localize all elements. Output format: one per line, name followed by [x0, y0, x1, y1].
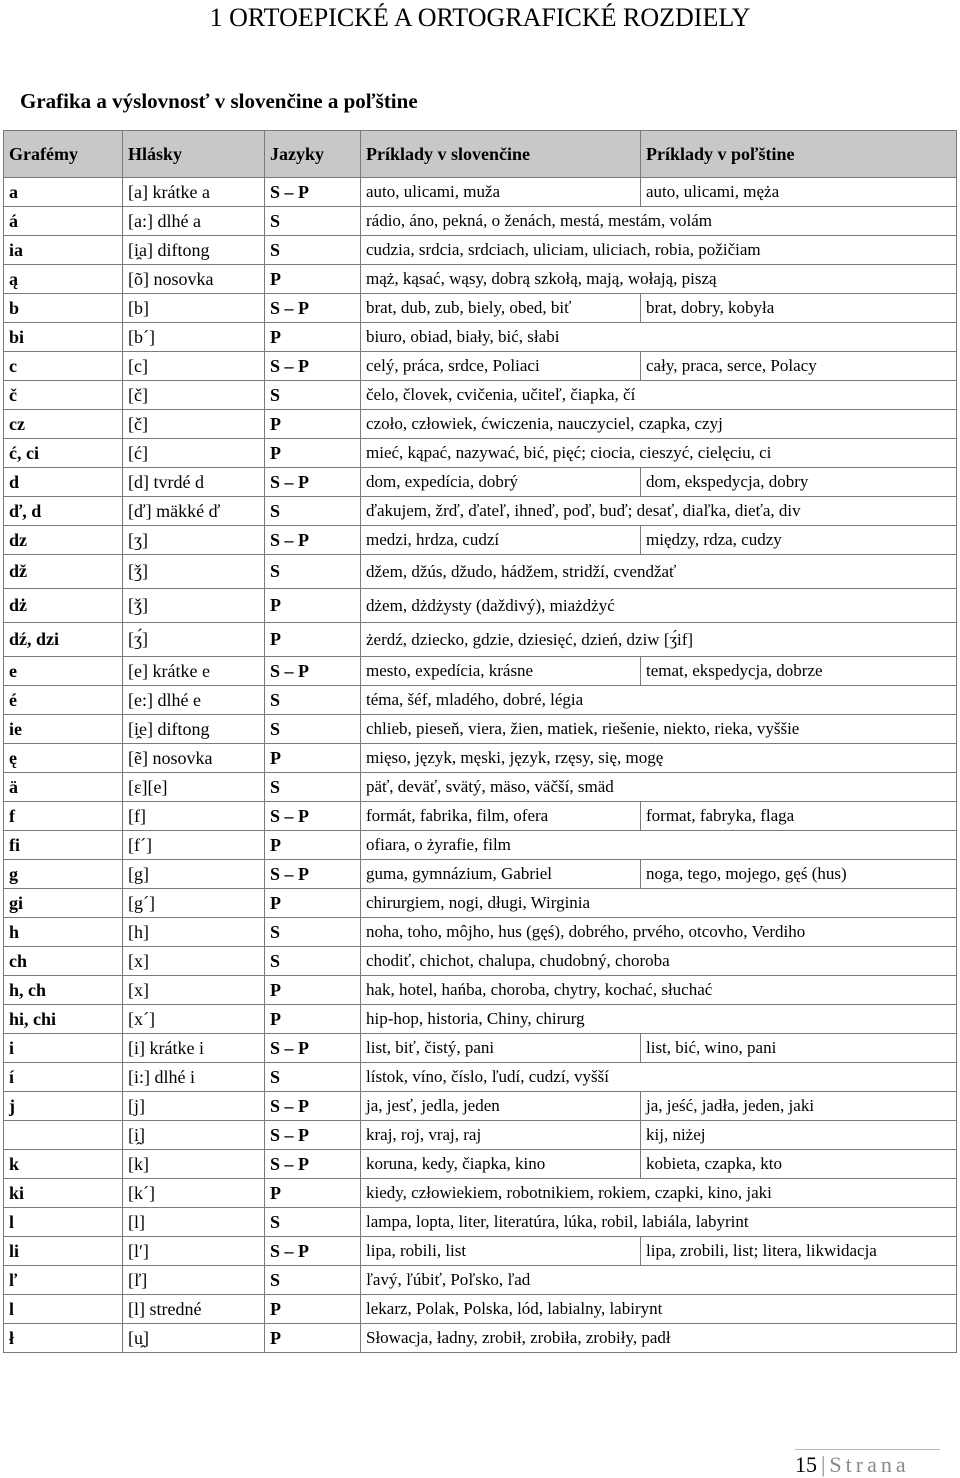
sound-cell: [x]: [123, 976, 265, 1005]
grapheme-cell: ď, d: [4, 497, 123, 526]
example-cell: ľavý, ľúbiť, Poľsko, ľad: [361, 1266, 957, 1295]
language-cell: P: [265, 831, 361, 860]
sound-cell: [e] krátke e: [123, 657, 265, 686]
grapheme-cell: dź, dzi: [4, 623, 123, 657]
grapheme-cell: ki: [4, 1179, 123, 1208]
table-row: [4, 686, 957, 715]
page-title: 1 ORTOEPICKÉ A ORTOGRAFICKÉ ROZDIELY: [209, 3, 751, 32]
table-row: [4, 178, 957, 207]
table-row: [4, 468, 957, 497]
example-cell: ďakujem, žrď, ďateľ, ihneď, poď, buď; desať, diaľka, dieťa, div: [361, 497, 957, 526]
sound-cell: [ď] mäkké ď: [123, 497, 265, 526]
grapheme-cell: á: [4, 207, 123, 236]
language-cell: S – P: [265, 1121, 361, 1150]
table-row: [4, 555, 957, 589]
language-cell: P: [265, 265, 361, 294]
table-row: [4, 802, 957, 831]
grapheme-cell: h, ch: [4, 976, 123, 1005]
polish-example-cell: cały, praca, serce, Polacy: [641, 352, 957, 381]
table-row: [4, 1324, 957, 1353]
language-cell: S: [265, 715, 361, 744]
slovak-example-cell: kraj, roj, vraj, raj: [361, 1121, 641, 1150]
table-row: [4, 207, 957, 236]
polish-example-cell: lipa, zrobili, list; litera, likwidacja: [641, 1237, 957, 1266]
table-header-row: [4, 131, 957, 178]
example-cell: czoło, człowiek, ćwiczenia, nauczyciel, czapka, czyj: [361, 410, 957, 439]
grapheme-cell: l: [4, 1295, 123, 1324]
grapheme-cell: ę: [4, 744, 123, 773]
example-cell: kiedy, człowiekiem, robotnikiem, rokiem, czapki, kino, jaki: [361, 1179, 957, 1208]
language-cell: P: [265, 1324, 361, 1353]
grapheme-cell: ć, ci: [4, 439, 123, 468]
example-cell: cudzia, srdcia, srdciach, uliciam, uliciach, robia, požičiam: [361, 236, 957, 265]
grapheme-cell: č: [4, 381, 123, 410]
sound-cell: [h]: [123, 918, 265, 947]
sound-cell: [ć]: [123, 439, 265, 468]
sound-cell: [k´]: [123, 1179, 265, 1208]
slovak-example-cell: list, biť, čistý, pani: [361, 1034, 641, 1063]
sound-cell: [ľ]: [123, 1266, 265, 1295]
table-row: [4, 410, 957, 439]
language-cell: S: [265, 918, 361, 947]
polish-example-cell: kobieta, czapka, kto: [641, 1150, 957, 1179]
example-cell: mąż, kąsać, wąsy, dobrą szkołą, mają, wołają, piszą: [361, 265, 957, 294]
example-cell: chodiť, chichot, chalupa, chudobný, choroba: [361, 947, 957, 976]
table-row: [4, 589, 957, 623]
sound-cell: [i] krátke i: [123, 1034, 265, 1063]
language-cell: P: [265, 323, 361, 352]
example-cell: rádio, áno, pekná, o ženách, mestá, mestám, volám: [361, 207, 957, 236]
grapheme-cell: ľ: [4, 1266, 123, 1295]
sound-cell: [lʹ]: [123, 1237, 265, 1266]
slovak-example-cell: dom, expedícia, dobrý: [361, 468, 641, 497]
sound-cell: [c]: [123, 352, 265, 381]
language-cell: S: [265, 207, 361, 236]
example-cell: chlieb, pieseň, viera, žien, matiek, riešenie, niekto, rieka, vyššie: [361, 715, 957, 744]
language-cell: S – P: [265, 294, 361, 323]
language-cell: S – P: [265, 526, 361, 555]
sound-cell: [b]: [123, 294, 265, 323]
polish-example-cell: auto, ulicami, męża: [641, 178, 957, 207]
language-cell: S: [265, 1266, 361, 1295]
sound-cell: [a:] dlhé a: [123, 207, 265, 236]
sound-cell: [j]: [123, 1092, 265, 1121]
slovak-example-cell: medzi, hrdza, cudzí: [361, 526, 641, 555]
sound-cell: [i̯]: [123, 1121, 265, 1150]
language-cell: P: [265, 589, 361, 623]
table-row: [4, 526, 957, 555]
example-cell: żerdź, dziecko, gdzie, dziesięć, dzień, dziw [ʒ́if]: [361, 623, 957, 657]
table-row: [4, 918, 957, 947]
example-cell: mięso, język, męski, język, rzęsy, się, mogę: [361, 744, 957, 773]
polish-example-cell: między, rdza, cudzy: [641, 526, 957, 555]
table-row: [4, 623, 957, 657]
language-cell: S – P: [265, 1092, 361, 1121]
language-cell: P: [265, 623, 361, 657]
language-cell: S: [265, 236, 361, 265]
table-row: [4, 1237, 957, 1266]
grapheme-cell: l: [4, 1208, 123, 1237]
slovak-example-cell: guma, gymnázium, Gabriel: [361, 860, 641, 889]
grapheme-cell: j: [4, 1092, 123, 1121]
language-cell: S – P: [265, 1150, 361, 1179]
sound-cell: [č]: [123, 410, 265, 439]
header-languages: Jazyky: [265, 131, 361, 178]
grapheme-cell: b: [4, 294, 123, 323]
sound-cell: [õ] nosovka: [123, 265, 265, 294]
language-cell: P: [265, 1295, 361, 1324]
table-row: [4, 1063, 957, 1092]
sound-cell: [i:] dlhé i: [123, 1063, 265, 1092]
sound-cell: [f´]: [123, 831, 265, 860]
language-cell: P: [265, 410, 361, 439]
grapheme-cell: [4, 1121, 123, 1150]
sound-cell: [č]: [123, 381, 265, 410]
table-row: [4, 294, 957, 323]
table-row: [4, 323, 957, 352]
polish-example-cell: noga, tego, mojego, gęś (hus): [641, 860, 957, 889]
slovak-example-cell: formát, fabrika, film, ofera: [361, 802, 641, 831]
language-cell: S – P: [265, 860, 361, 889]
sound-cell: [l]: [123, 1208, 265, 1237]
language-cell: S – P: [265, 657, 361, 686]
sound-cell: [g]: [123, 860, 265, 889]
table-row: [4, 860, 957, 889]
language-cell: S: [265, 1063, 361, 1092]
example-cell: lampa, lopta, liter, literatúra, lúka, robil, labiála, labyrint: [361, 1208, 957, 1237]
sound-cell: [l] stredné: [123, 1295, 265, 1324]
polish-example-cell: brat, dobry, kobyła: [641, 294, 957, 323]
grapheme-cell: i: [4, 1034, 123, 1063]
example-cell: chirurgiem, nogi, długi, Wirginia: [361, 889, 957, 918]
language-cell: S: [265, 686, 361, 715]
header-examples-slovak: Príklady v slovenčine: [361, 131, 641, 178]
grapheme-cell: f: [4, 802, 123, 831]
sound-cell: [f]: [123, 802, 265, 831]
grapheme-cell: ch: [4, 947, 123, 976]
table-row: [4, 1266, 957, 1295]
language-cell: S: [265, 947, 361, 976]
table-row: [4, 744, 957, 773]
sound-cell: [i̯e] diftong: [123, 715, 265, 744]
example-cell: Słowacja, ładny, zrobił, zrobiła, zrobiły, padł: [361, 1324, 957, 1353]
sound-cell: [ǯ]: [123, 589, 265, 623]
table-row: [4, 1121, 957, 1150]
table-row: [4, 497, 957, 526]
grapheme-cell: dz: [4, 526, 123, 555]
language-cell: S – P: [265, 1237, 361, 1266]
example-cell: hak, hotel, hańba, choroba, chytry, kochać, słuchać: [361, 976, 957, 1005]
slovak-example-cell: ja, jesť, jedla, jeden: [361, 1092, 641, 1121]
sound-cell: [u̯]: [123, 1324, 265, 1353]
sound-cell: [ʒ́]: [123, 623, 265, 657]
table-row: [4, 1092, 957, 1121]
grapheme-cell: ą: [4, 265, 123, 294]
slovak-example-cell: auto, ulicami, muža: [361, 178, 641, 207]
grapheme-cell: g: [4, 860, 123, 889]
sound-cell: [x´]: [123, 1005, 265, 1034]
footer-separator: |: [821, 1452, 826, 1477]
header-sounds: Hlásky: [123, 131, 265, 178]
grapheme-cell: e: [4, 657, 123, 686]
example-cell: päť, deväť, svätý, mäso, väčší, smäd: [361, 773, 957, 802]
slovak-example-cell: brat, dub, zub, biely, obed, biť: [361, 294, 641, 323]
grapheme-cell: ia: [4, 236, 123, 265]
sound-cell: [b´]: [123, 323, 265, 352]
language-cell: S – P: [265, 802, 361, 831]
sound-cell: [k]: [123, 1150, 265, 1179]
slovak-example-cell: koruna, kedy, čiapka, kino: [361, 1150, 641, 1179]
grapheme-cell: ä: [4, 773, 123, 802]
polish-example-cell: dom, ekspedycja, dobry: [641, 468, 957, 497]
example-cell: dżem, dżdżysty (daždivý), miażdżyć: [361, 589, 957, 623]
grapheme-cell: d: [4, 468, 123, 497]
page-number: 15: [795, 1452, 817, 1477]
language-cell: P: [265, 1179, 361, 1208]
grapheme-cell: h: [4, 918, 123, 947]
header-examples-polish: Príklady v poľštine: [641, 131, 957, 178]
sound-cell: [ɛ][e]: [123, 773, 265, 802]
grapheme-cell: li: [4, 1237, 123, 1266]
language-cell: S – P: [265, 468, 361, 497]
sound-cell: [i̯a] diftong: [123, 236, 265, 265]
grapheme-cell: é: [4, 686, 123, 715]
example-cell: ofiara, o żyrafie, film: [361, 831, 957, 860]
sound-cell: [ʒ]: [123, 526, 265, 555]
table-row: [4, 1179, 957, 1208]
example-cell: hip-hop, historia, Chiny, chirurg: [361, 1005, 957, 1034]
table-row: [4, 1295, 957, 1324]
orthography-table: [3, 130, 957, 1353]
example-cell: čelo, človek, cvičenia, učiteľ, čiapka, čí: [361, 381, 957, 410]
language-cell: P: [265, 744, 361, 773]
table-row: [4, 439, 957, 468]
polish-example-cell: ja, jeść, jadła, jeden, jaki: [641, 1092, 957, 1121]
language-cell: S: [265, 555, 361, 589]
table-row: [4, 715, 957, 744]
table-row: [4, 773, 957, 802]
table-row: [4, 381, 957, 410]
language-cell: P: [265, 1005, 361, 1034]
example-cell: noha, toho, môjho, hus (gęś), dobrého, prvého, otcovho, Verdiho: [361, 918, 957, 947]
example-cell: lekarz, Polak, Polska, lód, labialny, labirynt: [361, 1295, 957, 1324]
polish-example-cell: temat, ekspedycja, dobrze: [641, 657, 957, 686]
slovak-example-cell: lipa, robili, list: [361, 1237, 641, 1266]
page-label: Strana: [829, 1452, 910, 1477]
example-cell: téma, šéf, mladého, dobré, légia: [361, 686, 957, 715]
example-cell: mieć, kąpać, nazywać, bić, pięć; ciocia, cieszyć, cielęciu, ci: [361, 439, 957, 468]
grapheme-cell: dż: [4, 589, 123, 623]
table-row: [4, 1208, 957, 1237]
language-cell: P: [265, 439, 361, 468]
page-footer: [795, 1449, 940, 1478]
table-row: [4, 1005, 957, 1034]
table-body: [4, 178, 957, 1353]
language-cell: S – P: [265, 178, 361, 207]
sound-cell: [ǯ]: [123, 555, 265, 589]
polish-example-cell: kij, niżej: [641, 1121, 957, 1150]
grapheme-cell: ie: [4, 715, 123, 744]
grapheme-cell: bi: [4, 323, 123, 352]
table-row: [4, 947, 957, 976]
grapheme-cell: ł: [4, 1324, 123, 1353]
grapheme-cell: k: [4, 1150, 123, 1179]
grapheme-cell: c: [4, 352, 123, 381]
table-row: [4, 236, 957, 265]
grapheme-cell: hi, chi: [4, 1005, 123, 1034]
table-row: [4, 1034, 957, 1063]
language-cell: P: [265, 889, 361, 918]
table-row: [4, 657, 957, 686]
polish-example-cell: list, bić, wino, pani: [641, 1034, 957, 1063]
language-cell: S: [265, 1208, 361, 1237]
sound-cell: [d] tvrdé d: [123, 468, 265, 497]
table-row: [4, 976, 957, 1005]
language-cell: P: [265, 976, 361, 1005]
polish-example-cell: format, fabryka, flaga: [641, 802, 957, 831]
grapheme-cell: gi: [4, 889, 123, 918]
sound-cell: [x]: [123, 947, 265, 976]
grapheme-cell: cz: [4, 410, 123, 439]
header-graphemes: Grafémy: [4, 131, 123, 178]
grapheme-cell: dž: [4, 555, 123, 589]
language-cell: S: [265, 381, 361, 410]
table-row: [4, 265, 957, 294]
language-cell: S: [265, 773, 361, 802]
table-row: [4, 352, 957, 381]
example-cell: lístok, víno, číslo, ľudí, cudzí, vyšší: [361, 1063, 957, 1092]
language-cell: S – P: [265, 1034, 361, 1063]
example-cell: biuro, obiad, biały, bić, słabi: [361, 323, 957, 352]
language-cell: S – P: [265, 352, 361, 381]
example-cell: džem, džús, džudo, hádžem, stridží, cvendžať: [361, 555, 957, 589]
slovak-example-cell: celý, práca, srdce, Poliaci: [361, 352, 641, 381]
table-row: [4, 831, 957, 860]
table-row: [4, 889, 957, 918]
section-subtitle: Grafika a výslovnosť v slovenčine a poľštine: [20, 89, 418, 113]
grapheme-cell: fi: [4, 831, 123, 860]
sound-cell: [a] krátke a: [123, 178, 265, 207]
sound-cell: [g´]: [123, 889, 265, 918]
sound-cell: [e:] dlhé e: [123, 686, 265, 715]
slovak-example-cell: mesto, expedícia, krásne: [361, 657, 641, 686]
grapheme-cell: í: [4, 1063, 123, 1092]
grapheme-cell: a: [4, 178, 123, 207]
sound-cell: [ẽ] nosovka: [123, 744, 265, 773]
table-row: [4, 1150, 957, 1179]
language-cell: S: [265, 497, 361, 526]
